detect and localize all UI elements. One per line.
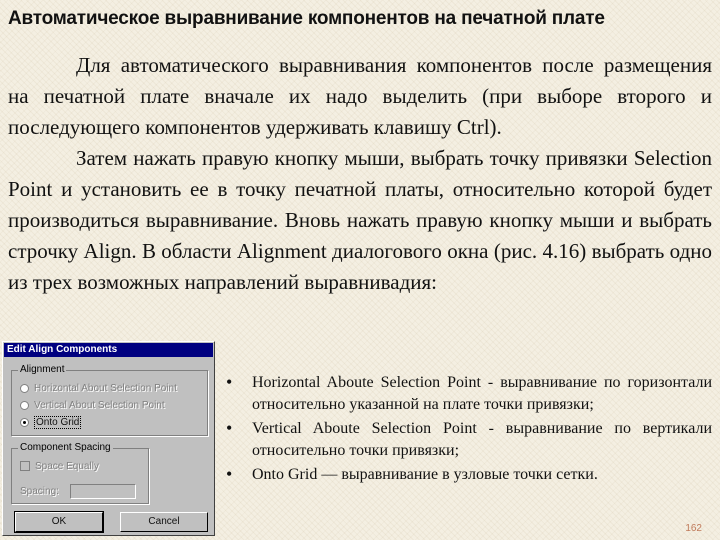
list-item: • Onto Grid — выравнивание в узловые точки сетки. [224,464,712,486]
radio-vertical[interactable] [20,399,165,411]
radio-checked-icon[interactable] [20,418,29,427]
ok-button[interactable]: OK [15,512,103,532]
radio-onto-grid-label: Onto Grid [36,416,80,428]
component-spacing-groupbox [11,442,149,504]
radio-icon[interactable] [20,401,29,410]
page-number: 162 [685,523,702,534]
list-item: • Vertical Aboute Selection Point - выравнивание по вертикали относительно точки привязки; [224,418,712,462]
dialog-title-bar: Edit Align Components [4,343,213,357]
alignment-group-label: Alignment [20,364,65,375]
cancel-button[interactable]: Cancel [120,512,208,532]
radio-horizontal[interactable] [20,382,177,394]
space-equally-label: Space Equally [35,460,99,472]
radio-icon[interactable] [20,384,29,393]
radio-onto-grid[interactable] [20,416,81,428]
alignment-options-list [224,372,712,488]
spacing-label: Spacing: [20,486,59,497]
list-item: • Horizontal Aboute Selection Point - выравнивание по горизонтали относительно указанной на плате точки привязки; [224,372,712,416]
radio-vertical-label: Vertical About Selection Point [34,399,165,411]
space-equally-checkbox[interactable] [20,460,99,472]
spacing-input[interactable] [70,484,136,499]
paragraph-2: Затем нажать правую кнопку мыши, выбрать точку привязки Selection Point и установить ее в точку печатной платы, относительно которой будет производиться выравнивание. Вновь нажать правую кнопку мыши и выбрать строчку Align. В области Alignment диалогового окна (рис. 4.16) выбрать одно из трех возможных направлений выравнивадия: [8,146,712,294]
checkbox-icon[interactable] [20,461,30,471]
spacing-group-label: Component Spacing [20,442,111,453]
alignment-groupbox [11,364,208,436]
paragraph-1: Для автоматического выравнивания компонентов после размещения на печатной плате вначале их надо выделить (при выборе второго и последующего компонентов удерживать клавишу Ctrl). [8,53,712,139]
slide-title: Автоматическое выравнивание компонентов на печатной плате [8,8,605,29]
body-text [8,50,712,298]
radio-horizontal-label: Horizontal About Selection Point [34,382,177,394]
edit-align-components-dialog [2,341,215,536]
